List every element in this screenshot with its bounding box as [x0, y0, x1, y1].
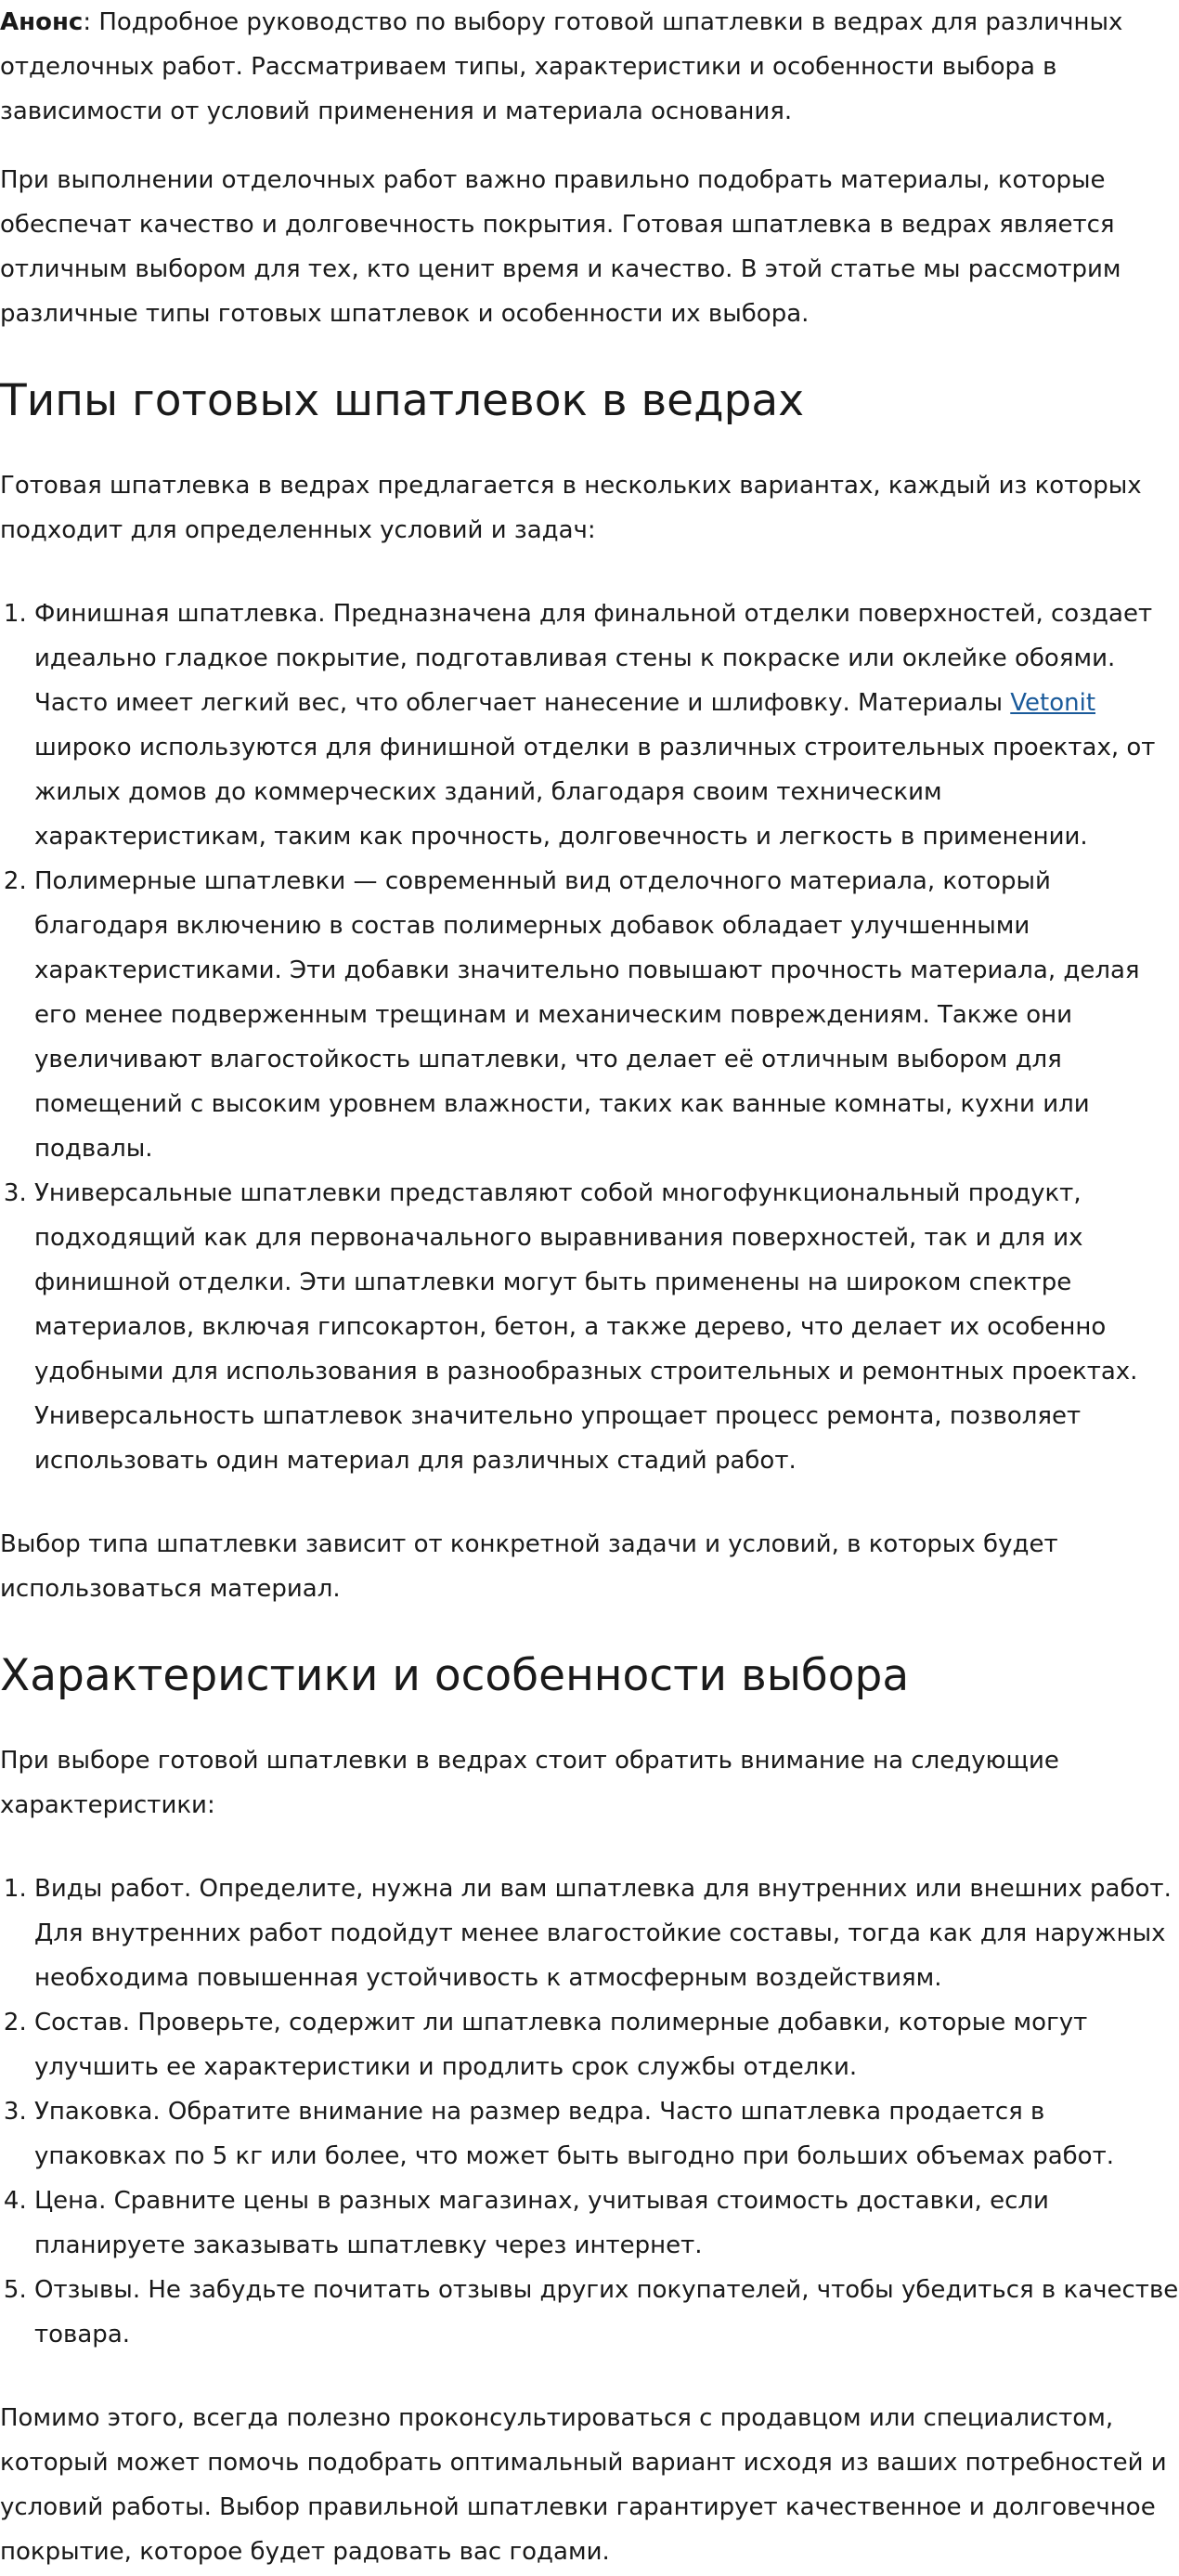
features-list-item: 3. Упаковка. Обратите внимание на размер ведра. Часто шпатлевка продается в упаковках по 5 кг или более, что может быть выгодно при больших объемах работ.: [34, 2089, 1179, 2179]
section-heading-features: Характеристики и особенности выбора: [0, 1650, 910, 1701]
announcement-text: : Подробное руководство по выбору готовой шпатлевки в ведрах для различных отделочных работ. Рассматриваем типы, характеристики и особенности выбора в зависимости от условий применения и материала основания.: [0, 8, 1123, 125]
features-conclusion-paragraph: Помимо этого, всегда полезно проконсультироваться с продавцом или специалистом, который может помочь подобрать оптимальный вариант исходя из ваших потребностей и условий работы. Выбор правильной шпатлевки гарантирует качественное и долговечное покрытие, которое будет радовать вас годами.: [0, 2404, 1167, 2566]
types-list-item-finish: [34, 592, 1179, 859]
types-list: [0, 592, 1179, 1483]
types-item-1-text-end: широко используются для финишной отделки в различных строительных проектах, от жилых домов до коммерческих зданий, благодаря своим техническим характеристикам, таким как прочность, долговечность и легкость в применении.: [34, 734, 1156, 851]
types-intro-paragraph: Готовая шпатлевка в ведрах предлагается в нескольких вариантах, каждый из которых подходит для определенных условий и задач:: [0, 472, 1142, 544]
announcement-paragraph: [0, 0, 1179, 134]
features-list: [0, 1867, 1179, 2357]
types-list-item-universal: 3. Универсальные шпатлевки представляют собой многофункциональный продукт, подходящий как для первоначального выравнивания поверхностей, так и для их финишной отделки. Эти шпатлевки могут быть применены на широком спектре материалов, включая гипсокартон, бетон, а также дерево, что делает их особенно удобными для использования в разнообразных строительных и ремонтных проектах. Универсальность шпатлевок значительно упрощает процесс ремонта, позволяет использовать один материал для различных стадий работ.: [34, 1171, 1179, 1483]
features-list-item: 4. Цена. Сравните цены в разных магазинах, учитывая стоимость доставки, если планируете заказывать шпатлевку через интернет.: [34, 2179, 1179, 2268]
types-conclusion-paragraph: Выбор типа шпатлевки зависит от конкретной задачи и условий, в которых будет использоваться материал.: [0, 1530, 1058, 1603]
types-list-item-polymer: 2. Полимерные шпатлевки — современный вид отделочного материала, который благодаря включению в состав полимерных добавок обладает улучшенными характеристиками. Эти добавки значительно повышают прочность материала, делая его менее подверженным трещинам и механическим повреждениям. Также они увеличивают влагостойкость шпатлевки, что делает её отличным выбором для помещений с высоким уровнем влажности, таких как ванные комнаты, кухни или подвалы.: [34, 859, 1179, 1171]
features-list-item: 2. Состав. Проверьте, содержит ли шпатлевка полимерные добавки, которые могут улучшить ее характеристики и продлить срок службы отделки.: [34, 2000, 1179, 2089]
features-list-item: 1. Виды работ. Определите, нужна ли вам шпатлевка для внутренних или внешних работ. Для внутренних работ подойдут менее влагостойкие составы, тогда как для наружных необходима повышенная устойчивость к атмосферным воздействиям.: [34, 1867, 1179, 2000]
announcement-label: Анонс: [0, 8, 84, 36]
section-heading-types: Типы готовых шпатлевок в ведрах: [0, 375, 805, 426]
vetonit-link[interactable]: Vetonit: [1010, 689, 1096, 717]
features-intro-paragraph: При выборе готовой шпатлевки в ведрах стоит обратить внимание на следующие характеристики:: [0, 1747, 1059, 1819]
features-list-item: 5. Отзывы. Не забудьте почитать отзывы других покупателей, чтобы убедиться в качестве товара.: [34, 2268, 1179, 2357]
lead-paragraph: При выполнении отделочных работ важно правильно подобрать материалы, которые обеспечат качество и долговечность покрытия. Готовая шпатлевка в ведрах является отличным выбором для тех, кто ценит время и качество. В этой статье мы рассмотрим различные типы готовых шпатлевок и особенности их выбора.: [0, 166, 1121, 328]
types-item-1-text: Финишная шпатлевка. Предназначена для финальной отделки поверхностей, создает идеально гладкое покрытие, подготавливая стены к покраске или оклейке обоями. Часто имеет легкий вес, что облегчает нанесение и шлифовку. Материалы: [34, 600, 1153, 717]
